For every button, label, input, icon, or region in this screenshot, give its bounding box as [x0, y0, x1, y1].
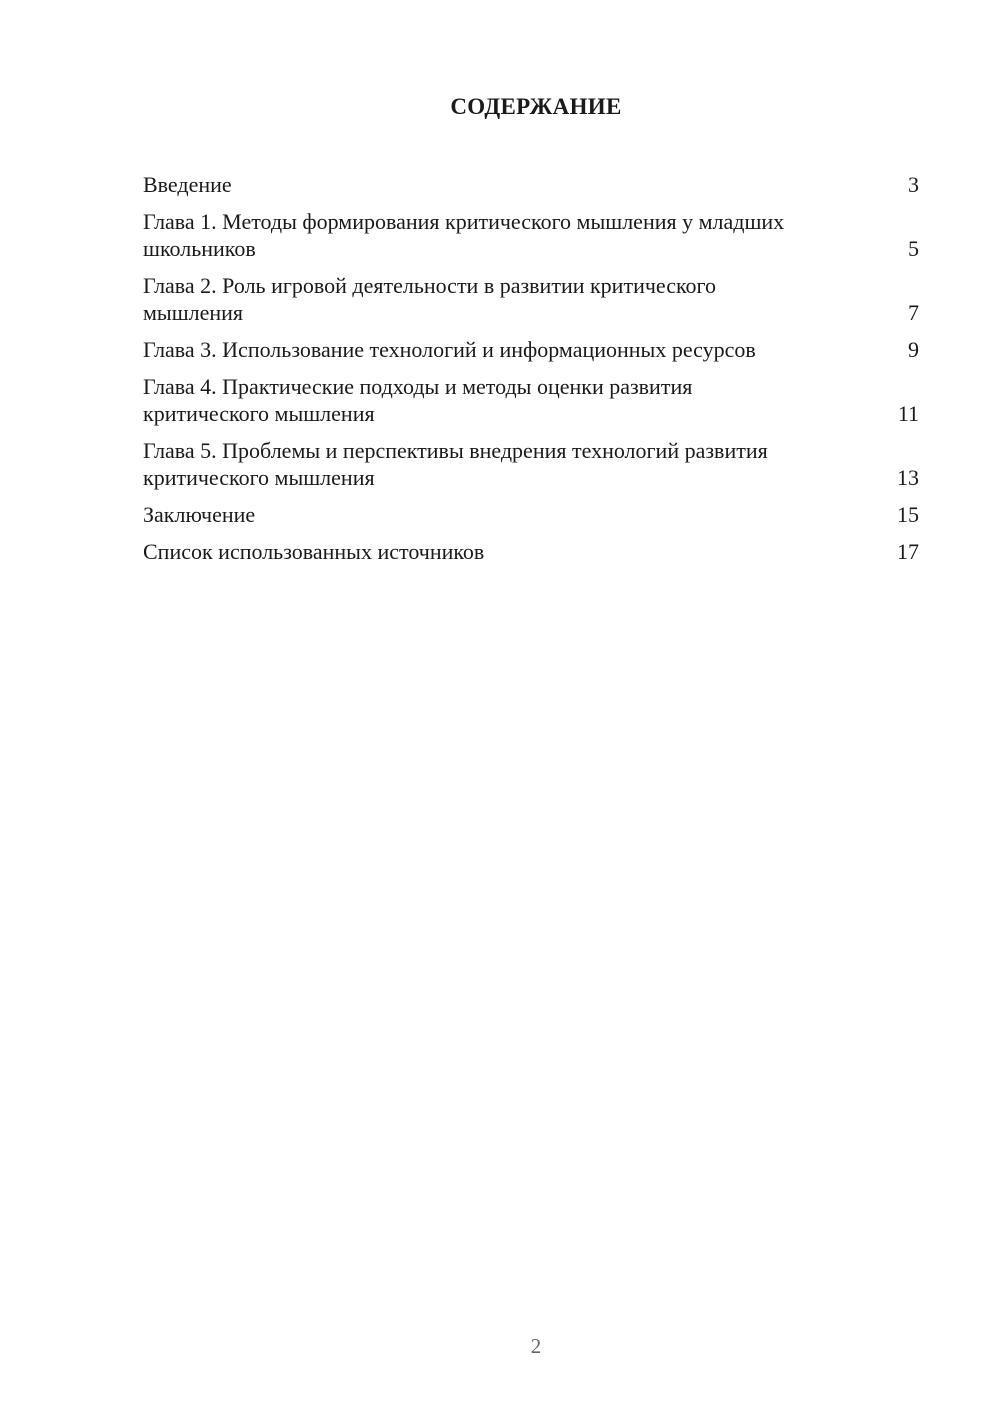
toc-entry-label: Список использованных источников — [143, 539, 485, 564]
toc-entry-page: 13 — [897, 465, 919, 490]
footer-page-number: 2 — [530, 1334, 542, 1358]
table-of-contents — [143, 171, 919, 575]
toc-entry-page: 5 — [908, 236, 919, 261]
toc-entry-label: Глава 4. Практические подходы и методы оценки развития критического мышления — [143, 374, 693, 426]
toc-entry-label: Глава 2. Роль игровой деятельности в развитии критического мышления — [143, 273, 717, 325]
toc-entry-chapter-3[interactable] — [143, 336, 919, 363]
toc-entry-chapter-2[interactable] — [143, 272, 919, 326]
toc-entry-label: Глава 1. Методы формирования критического мышления у младших школьников — [143, 209, 785, 261]
toc-entry-page: 7 — [908, 300, 919, 325]
toc-entry-label: Введение — [143, 172, 232, 197]
toc-entry-page: 11 — [897, 401, 919, 426]
toc-entry-conclusion[interactable] — [143, 501, 919, 528]
toc-entry-chapter-1[interactable] — [143, 208, 919, 262]
toc-entry-page: 17 — [897, 539, 919, 564]
toc-entry-page: 9 — [908, 337, 919, 362]
toc-entry-page: 15 — [897, 502, 919, 527]
toc-entry-label: Заключение — [143, 502, 256, 527]
toc-entry-label: Глава 3. Использование технологий и информационных ресурсов — [143, 337, 756, 362]
toc-entry-chapter-5[interactable] — [143, 437, 919, 491]
toc-entry-introduction[interactable] — [143, 171, 919, 198]
toc-entry-references[interactable] — [143, 538, 919, 565]
toc-entry-label: Глава 5. Проблемы и перспективы внедрения технологий развития критического мышления — [143, 438, 768, 490]
toc-entry-page: 3 — [908, 172, 919, 197]
toc-entry-chapter-4[interactable] — [143, 373, 919, 427]
toc-heading: СОДЕРЖАНИЕ — [450, 94, 622, 119]
